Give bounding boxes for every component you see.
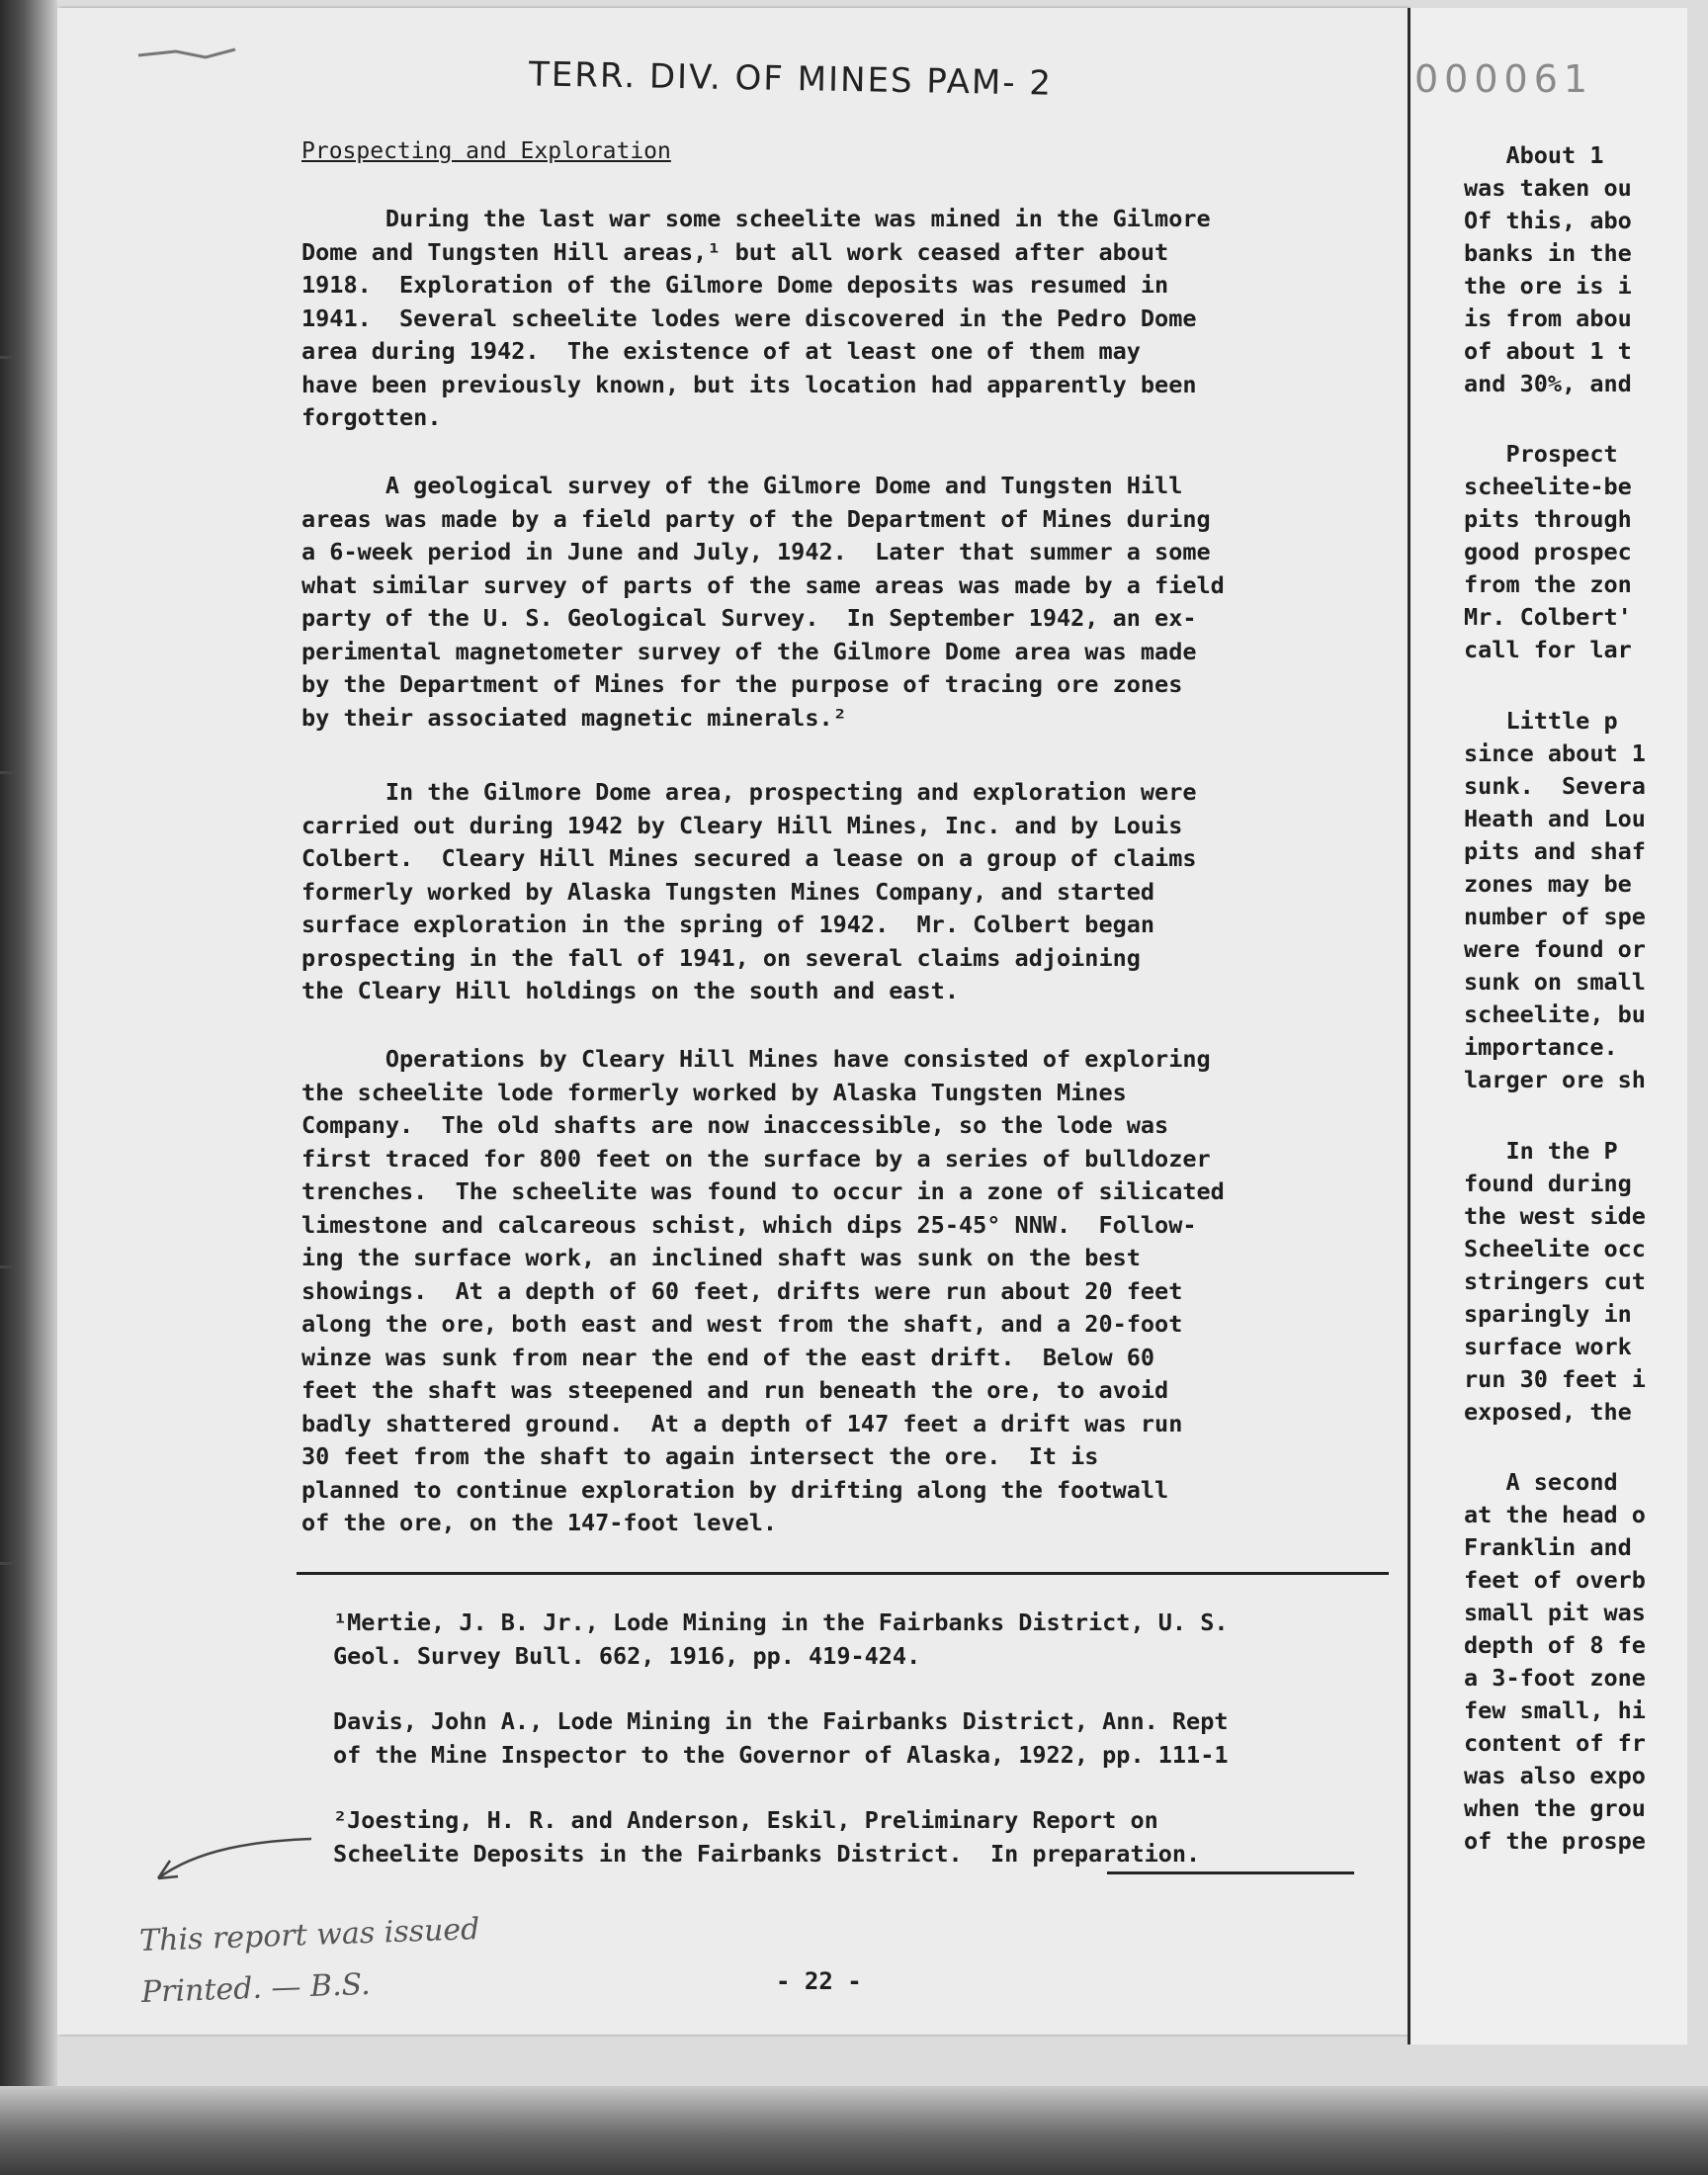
binding-tick xyxy=(0,771,14,774)
adjacent-line: Prospect xyxy=(1464,440,1618,468)
adjacent-line: were found or xyxy=(1464,935,1646,963)
adjacent-line: A second xyxy=(1464,1468,1618,1496)
page-number: - 22 - xyxy=(776,1967,862,1995)
paragraph-4: Operations by Cleary Hill Mines have consisted of exploring the scheelite lode formerly worked by Alaska Tungsten Mines Company. The old shafts are now inaccessible, so the lode was first traced for 800 feet on the surface by a series of bulldozer trenches. The scheelite was found to occur in a zone of silicated limestone and calcareous schist, which dips 25-45° NNW. Follow- ing the surface work, an inclined shaft was sunk on the best showings. At a depth of 60 feet, drifts were run about 20 feet along the ore, both east and west from the shaft, and a 20-foot winze was sunk from near the end of the east drift. Below 60 feet the shaft was steepened and run beneath the ore, to avoid badly shattered ground. At a depth of 147 feet a drift was run 30 feet from the shaft to again intersect the ore. It is planned to continue exploration by drifting along the footwall of the ore, on the 147-foot level. xyxy=(301,1045,1225,1536)
adjacent-line: of the prospe xyxy=(1464,1827,1646,1855)
scan-edge-bottom xyxy=(0,2086,1708,2175)
adjacent-line: sunk on small xyxy=(1464,968,1646,996)
adjacent-line: from the zon xyxy=(1464,570,1632,598)
in-preparation-underline xyxy=(1107,1871,1354,1874)
adjacent-line: scheelite, bu xyxy=(1464,1000,1646,1028)
footnote-1: ¹Mertie, J. B. Jr., Lode Mining in the Fairbanks District, U. S. Geol. Survey Bull. 662, 1916, pp. 419-424. xyxy=(333,1609,1229,1670)
adjacent-line: feet of overb xyxy=(1464,1566,1646,1594)
adjacent-line: number of spe xyxy=(1464,903,1646,930)
adjacent-line: since about 1 xyxy=(1464,740,1646,767)
paragraph-3: In the Gilmore Dome area, prospecting and exploration were carried out during 1942 by Cleary Hill Mines, Inc. and by Louis Colbert. Cleary Hill Mines secured a lease on a group of claims formerly worked by Alaska Tungsten Mines Company, and started surface exploration in the spring of 1942. Mr. Colbert began prospecting in the fall of 1941, on several claims adjoining the Cleary Hill holdings on the south and east. xyxy=(301,778,1197,1004)
adjacent-line: Little p xyxy=(1464,707,1618,735)
adjacent-line: pits and shaf xyxy=(1464,837,1646,865)
adjacent-line: a 3-foot zone xyxy=(1464,1664,1646,1692)
scan-edge-left xyxy=(0,0,57,2175)
adjacent-line: found during xyxy=(1464,1170,1632,1197)
adjacent-line: call for lar xyxy=(1464,636,1632,663)
adjacent-line: stringers cut xyxy=(1464,1267,1646,1295)
adjacent-line: Franklin and xyxy=(1464,1533,1632,1561)
handwritten-header: TERR. DIV. OF MINES PAM- 2 xyxy=(528,54,1054,104)
binding-tick xyxy=(0,1562,14,1565)
adjacent-line: scheelite-be xyxy=(1464,473,1632,500)
paragraph-1: During the last war some scheelite was mined in the Gilmore Dome and Tungsten Hill areas,¹ but all work ceased after about 1918. Exploration of the Gilmore Dome deposits was resumed in 1941. Several scheelite lodes were discovered in the Pedro Dome area during 1942. The existence of at least one of them may have been previously known, but its location had apparently been forgotten. xyxy=(301,205,1211,431)
adjacent-line: good prospec xyxy=(1464,538,1632,566)
adjacent-line: content of fr xyxy=(1464,1729,1646,1757)
section-title: Prospecting and Exploration xyxy=(301,138,671,164)
adjacent-line: In the P xyxy=(1464,1137,1618,1165)
adjacent-line: Mr. Colbert' xyxy=(1464,603,1632,631)
paragraph-2: A geological survey of the Gilmore Dome and Tungsten Hill areas was made by a field party of the Department of Mines during a 6-week period in June and July, 1942. Later that summer a some what similar survey of parts of the same areas was made by a field party of the U. S. Geological Survey. In September 1942, an ex- perimental magnetometer survey of the Gilmore Dome area was made by the Department of Mines for the purpose of tracing ore zones by their associated magnetic minerals.² xyxy=(301,472,1225,732)
adjacent-line: was taken ou xyxy=(1464,174,1632,202)
adjacent-line: exposed, the xyxy=(1464,1398,1632,1426)
adjacent-line: surface work xyxy=(1464,1333,1632,1360)
handwritten-arrow xyxy=(138,1819,316,1908)
adjacent-line: About 1 xyxy=(1464,141,1604,169)
adjacent-line: the ore is i xyxy=(1464,272,1632,300)
adjacent-line: was also expo xyxy=(1464,1762,1646,1789)
adjacent-line: zones may be xyxy=(1464,870,1632,898)
adjacent-line: few small, hi xyxy=(1464,1696,1646,1724)
page-code: 000061 xyxy=(1414,57,1594,101)
adjacent-page xyxy=(1408,8,1687,2044)
footnote-3: ²Joesting, H. R. and Anderson, Eskil, Preliminary Report on Scheelite Deposits in the Fairbanks District. In preparation. xyxy=(333,1806,1201,1868)
footnote-rule xyxy=(297,1572,1389,1575)
adjacent-line: Of this, abo xyxy=(1464,207,1632,234)
adjacent-line: at the head o xyxy=(1464,1501,1646,1528)
adjacent-line: sparingly in xyxy=(1464,1300,1632,1328)
adjacent-line: of about 1 t xyxy=(1464,337,1632,365)
adjacent-line: Heath and Lou xyxy=(1464,805,1646,832)
adjacent-line: Scheelite occ xyxy=(1464,1235,1646,1262)
adjacent-line: larger ore sh xyxy=(1464,1066,1646,1093)
adjacent-line: and 30%, and xyxy=(1464,370,1632,397)
binding-tick xyxy=(0,356,14,359)
corner-smudge xyxy=(136,38,245,67)
adjacent-line: depth of 8 fe xyxy=(1464,1631,1646,1659)
adjacent-line: small pit was xyxy=(1464,1599,1646,1626)
footnote-2: Davis, John A., Lode Mining in the Fairbanks District, Ann. Rept of the Mine Inspector to the Governor of Alaska, 1922, pp. 111-1 xyxy=(333,1707,1229,1769)
adjacent-line: pits through xyxy=(1464,505,1632,533)
adjacent-line: when the grou xyxy=(1464,1794,1646,1822)
handwritten-note: This report was issued Printed. — B.S. xyxy=(138,1912,480,2010)
binding-tick xyxy=(0,1265,14,1268)
adjacent-line: run 30 feet i xyxy=(1464,1365,1646,1393)
adjacent-line: importance. xyxy=(1464,1033,1618,1061)
adjacent-line: the west side xyxy=(1464,1202,1646,1230)
adjacent-line: banks in the xyxy=(1464,239,1632,267)
adjacent-line: is from abou xyxy=(1464,304,1632,332)
adjacent-line: sunk. Severa xyxy=(1464,772,1646,800)
